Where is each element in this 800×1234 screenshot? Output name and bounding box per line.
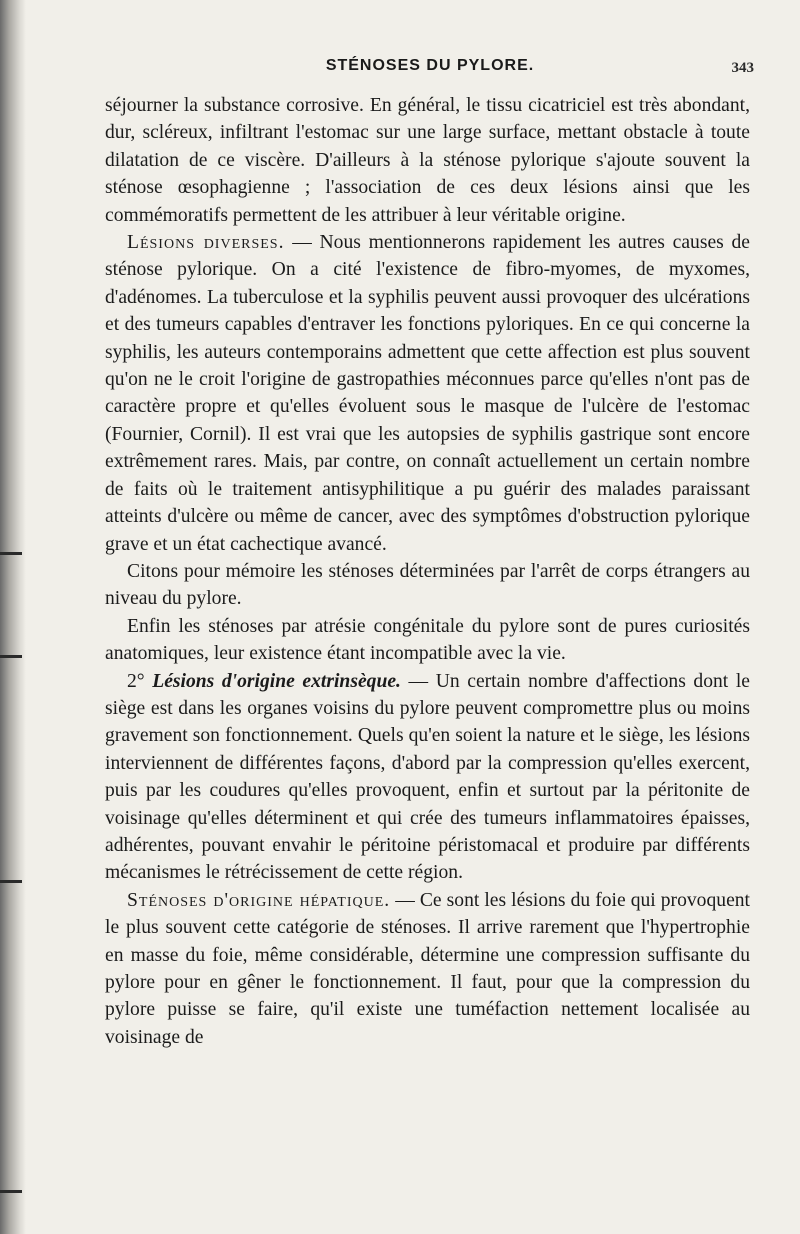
page-edge-shadow (0, 0, 26, 1234)
section-heading: Lésions d'origine extrinsèque. (152, 670, 401, 692)
running-title: STÉNOSES DU PYLORE. (325, 57, 535, 74)
binding-mark (0, 655, 22, 658)
section-heading: Lésions diverses. (127, 232, 285, 254)
paragraph-body: — Nous mentionnerons rapidement les autres causes de sténose pylorique. On a cité l'existence de fibro-myomes, de myxomes, d'adénomes. La tuberculose et la syphilis peuvent aussi provoquer des ulcérations et des tumeurs capables d'entraver les fonctions pyloriques. En ce qui concerne la syphilis, les auteurs contemporains admettent que cette affection est plus souvent qu'on ne le croit l'origine de gastropathies méconnues parce qu'elles n'ont pas de caractère propre et qu'elles évoluent sous le masque de l'ulcère de l'estomac (Fournier, Cornil). Il est vrai que les autopsies de syphilis gastrique sont encore extrêmement rares. Mais, par contre, on connaît actuellement un certain nombre de faits où le traitement antisyphilitique a pu guérir des malades paraissant atteints d'ulcère ou même de cancer, avec des symptômes d'obstruction pylorique grave et un état cachectique avancé. (105, 232, 750, 555)
binding-mark (0, 880, 22, 883)
paragraph-stenoses-hepatiques (105, 887, 750, 1051)
paragraph-lesions-diverses (105, 229, 750, 558)
paragraph-atresie: Enfin les sténoses par atrésie congénitale du pylore sont de pures curiosités anatomiques, leur existence étant incompatible avec la vie. (105, 615, 750, 665)
paragraph-body: — Un certain nombre d'affections dont le siège est dans les organes voisins du pylore peuvent compromettre plus ou moins gravement son fonctionnement. Quels qu'en soient la nature et le siège, les lésions interviennent de différentes façons, d'abord par la compression qu'elles exercent, puis par les coudures qu'elles provoquent, enfin et surtout par la péritonite de voisinage qu'elles déterminent et qui crée des tumeurs inflammatoires épaisses, adhérentes, pouvant envahir le péritoine péristomacal et produire par différents mécanismes le rétrécissement de cette région. (105, 670, 750, 884)
paragraph-body: — Ce sont les lésions du foie qui provoquent le plus souvent cette catégorie de sténoses. Il arrive rarement que l'hypertrophie en masse du foie, même considérable, détermine une compression suffisante du pylore pour en gêner le fonctionnement. Il faut, pour que la compression du pylore puisse se faire, qu'il existe une tuméfaction nettement localisée au voisinage de (105, 889, 751, 1048)
section-heading: Sténoses d'origine hépatique. (127, 889, 391, 911)
paragraph-continuation: séjourner la substance corrosive. En général, le tissu cicatriciel est très abondant, dur, scléreux, infiltrant l'estomac sur une large surface, mettant obstacle à toute dilatation de ce viscère. D'ailleurs à la sténose pylorique s'ajoute souvent la sténose œsophagienne ; l'association de ces deux lésions ainsi que les commémoratifs permettent de les attribuer à leur véritable origine. (105, 95, 750, 226)
page-header (100, 57, 760, 81)
page-number: 343 (731, 60, 754, 76)
paragraph-lesions-extrinseques (105, 668, 750, 887)
section-number: 2° (127, 670, 145, 692)
binding-mark (0, 1190, 22, 1193)
binding-mark (0, 552, 22, 555)
paragraph-corps-etrangers: Citons pour mémoire les sténoses déterminées par l'arrêt de corps étrangers au niveau du pylore. (105, 560, 750, 610)
body-text (105, 92, 750, 1051)
